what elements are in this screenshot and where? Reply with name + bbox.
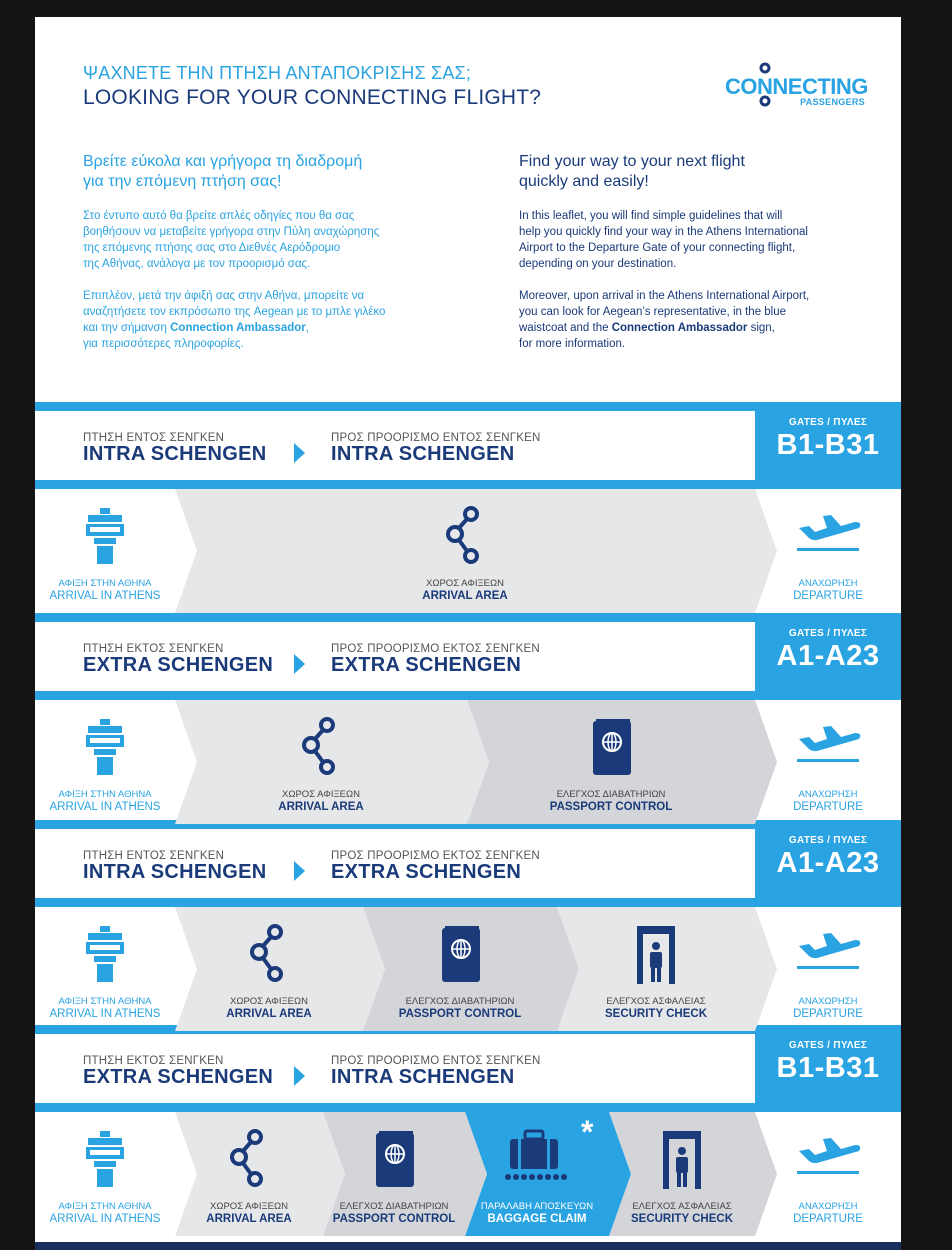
flow-step	[175, 1112, 323, 1236]
step-label-english: DEPARTURE	[793, 590, 863, 602]
step-label-greek: ΕΛΕΓΧΟΣ ΑΣΦΑΛΕΙΑΣ	[632, 1201, 732, 1212]
step-label-english: DEPARTURE	[793, 1213, 863, 1225]
step-label-english: ARRIVAL IN ATHENS	[49, 1008, 161, 1020]
footnote-asterisk: *	[581, 1114, 594, 1150]
step-label-english: ARRIVAL AREA	[422, 590, 508, 602]
control-tower-icon	[80, 924, 130, 984]
step-label-english: DEPARTURE	[793, 801, 863, 813]
step-label-english: PASSPORT CONTROL	[332, 1213, 456, 1225]
from-greek: ΠΤΗΣΗ ΕΚΤΟΣ ΣΕΝΓΚΕΝ	[83, 1055, 224, 1067]
route-flow	[35, 1112, 901, 1236]
from-english: EXTRA SCHENGEN	[83, 654, 274, 676]
step-label-english: PASSPORT CONTROL	[398, 1008, 522, 1020]
step-label-greek: ΕΛΕΓΧΟΣ ΑΣΦΑΛΕΙΑΣ	[606, 996, 706, 1007]
from-greek: ΠΤΗΣΗ ΕΚΤΟΣ ΣΕΝΓΚΕΝ	[83, 643, 224, 655]
flow-step	[35, 907, 175, 1031]
to-english: EXTRA SCHENGEN	[331, 861, 522, 883]
step-label-greek: ΑΦΙΞΗ ΣΤΗΝ ΑΘΗΝΑ	[58, 996, 152, 1007]
step-label-greek: ΑΝΑΧΩΡΗΣΗ	[798, 1201, 858, 1212]
flow-step	[175, 489, 755, 613]
step-label-english: SECURITY CHECK	[604, 1008, 708, 1020]
departure-plane-icon	[793, 924, 863, 976]
route-header-panel	[35, 829, 755, 898]
intro-english-heading: Find your way to your next flight quickly and easily!	[519, 153, 745, 190]
intro-greek-para1: Στο έντυπο αυτό θα βρείτε απλές οδηγίες που θα σας βοηθήσουν να μεταβείτε γρήγορα στην Πύλη αναχώρησης της επόμενης πτήσης σας στο Διεθνές Αερόδρομιο της Αθήνας, ανάλογα με τον προορισμό σας.	[83, 210, 380, 270]
flow-step	[363, 907, 557, 1031]
security-gate-icon	[634, 924, 678, 986]
route-header	[35, 402, 901, 489]
step-label-greek: ΑΝΑΧΩΡΗΣΗ	[798, 789, 858, 800]
step-label-greek: ΧΩΡΟΣ ΑΦΙΞΕΩΝ	[230, 996, 308, 1007]
gates-label: GATES / ΠΥΛΕΣ	[788, 1040, 868, 1051]
passport-icon	[589, 717, 633, 777]
from-english: INTRA SCHENGEN	[83, 443, 267, 465]
route-header	[35, 613, 901, 700]
baggage-claim-icon	[502, 1129, 572, 1185]
flow-step	[35, 489, 175, 613]
departure-plane-icon	[793, 717, 863, 769]
gates-code: B1-B31	[776, 429, 880, 461]
step-label-greek: ΑΝΑΧΩΡΗΣΗ	[798, 578, 858, 589]
logo-sub-text: PASSENGERS	[800, 97, 865, 107]
logo-main-text: CONNECTING	[725, 74, 868, 99]
from-greek: ΠΤΗΣΗ ΕΝΤΟΣ ΣΕΝΓΚΕΝ	[83, 850, 225, 862]
route-arrow-icon	[294, 1066, 305, 1086]
step-label-greek: ΑΝΑΧΩΡΗΣΗ	[798, 996, 858, 1007]
intro-greek	[83, 152, 385, 352]
to-greek: ΠΡΟΣ ΠΡΟΟΡΙΣΜΟ ΕΚΤΟΣ ΣΕΝΓΚΕΝ	[331, 850, 540, 862]
route-arrow-icon	[294, 654, 305, 674]
step-label-greek: ΧΩΡΟΣ ΑΦΙΞΕΩΝ	[282, 789, 360, 800]
departure-plane-icon	[793, 506, 863, 558]
passport-icon	[438, 924, 482, 984]
intro-english-para2: Moreover, upon arrival in the Athens International Airport, you can look for Aegean’s representative, in the blue waistcoat and the Connection Ambassador sign, for more information.	[519, 290, 810, 350]
step-label-greek: ΑΦΙΞΗ ΣΤΗΝ ΑΘΗΝΑ	[58, 1201, 152, 1212]
to-english: EXTRA SCHENGEN	[331, 654, 522, 676]
route-flow	[35, 489, 901, 613]
security-gate-icon	[660, 1129, 704, 1191]
route-flow	[35, 700, 901, 824]
arrival-area-icon	[229, 1129, 269, 1189]
to-english: INTRA SCHENGEN	[331, 1066, 515, 1088]
intro-english	[519, 152, 809, 352]
step-label-greek: ΕΛΕΓΧΟΣ ΔΙΑΒΑΤΗΡΙΩΝ	[405, 996, 515, 1007]
route-header	[35, 820, 901, 907]
step-label-english: ARRIVAL IN ATHENS	[49, 1213, 161, 1225]
from-english: INTRA SCHENGEN	[83, 861, 267, 883]
route-flow	[35, 907, 901, 1031]
flow-step	[467, 700, 755, 824]
step-label-greek: ΑΦΙΞΗ ΣΤΗΝ ΑΘΗΝΑ	[58, 789, 152, 800]
step-label-greek: ΕΛΕΓΧΟΣ ΔΙΑΒΑΤΗΡΙΩΝ	[556, 789, 666, 800]
departure-plane-icon	[793, 1129, 863, 1181]
passport-icon	[372, 1129, 416, 1189]
step-label-english: SECURITY CHECK	[630, 1213, 734, 1225]
from-english: EXTRA SCHENGEN	[83, 1066, 274, 1088]
control-tower-icon	[80, 717, 130, 777]
control-tower-icon	[80, 506, 130, 566]
flow-step	[175, 907, 363, 1031]
step-label-greek: ΑΦΙΞΗ ΣΤΗΝ ΑΘΗΝΑ	[58, 578, 152, 589]
flow-step	[35, 1112, 175, 1236]
step-label-greek: ΧΩΡΟΣ ΑΦΙΞΕΩΝ	[426, 578, 504, 589]
route-header-panel	[35, 622, 755, 691]
step-label-english: ARRIVAL IN ATHENS	[49, 801, 161, 813]
flow-step	[557, 907, 755, 1031]
arrival-area-icon	[249, 924, 289, 984]
to-greek: ΠΡΟΣ ΠΡΟΟΡΙΣΜΟ ΕΚΤΟΣ ΣΕΝΓΚΕΝ	[331, 643, 540, 655]
step-label-greek: ΕΛΕΓΧΟΣ ΔΙΑΒΑΤΗΡΙΩΝ	[339, 1201, 449, 1212]
arrival-area-icon	[301, 717, 341, 777]
intro-greek-heading: Βρείτε εύκολα και γρήγορα τη διαδρομή για την επόμενη πτήση σας!	[83, 153, 363, 190]
gates-code: A1-A23	[776, 640, 880, 672]
gates-label: GATES / ΠΥΛΕΣ	[788, 417, 868, 428]
gates-label: GATES / ΠΥΛΕΣ	[788, 835, 868, 846]
title-english: LOOKING FOR YOUR CONNECTING FLIGHT?	[83, 86, 542, 109]
route-header	[35, 1025, 901, 1112]
route-arrow-icon	[294, 861, 305, 881]
leaflet-page	[35, 17, 901, 1250]
step-label-english: ARRIVAL IN ATHENS	[49, 590, 161, 602]
step-label-greek: ΧΩΡΟΣ ΑΦΙΞΕΩΝ	[210, 1201, 288, 1212]
flow-step	[175, 700, 467, 824]
to-english: INTRA SCHENGEN	[331, 443, 515, 465]
control-tower-icon	[80, 1129, 130, 1189]
route-header-panel	[35, 1034, 755, 1103]
connecting-passengers-logo	[725, 62, 868, 114]
step-label-english: PASSPORT CONTROL	[549, 801, 673, 813]
title-greek: ΨΑΧΝΕΤΕ ΤΗΝ ΠΤΗΣΗ ΑΝΤΑΠΟΚΡΙΣΗΣ ΣΑΣ;	[83, 63, 472, 83]
route-arrow-icon	[294, 443, 305, 463]
intro-greek-para2: Επιπλέον, μετά την άφιξή σας στην Αθήνα, μπορείτε να αναζητήσετε τον εκπρόσωπο της Aegean με το μπλε γιλέκο και την σήμανση Connection Ambassador, για περισσότερες πληροφορίες.	[83, 290, 386, 350]
step-label-greek: ΠΑΡΑΛΑΒΗ ΑΠΟΣΚΕΥΩΝ	[480, 1201, 594, 1212]
gates-label: GATES / ΠΥΛΕΣ	[788, 628, 868, 639]
step-label-english: ARRIVAL AREA	[206, 1213, 292, 1225]
step-label-english: ARRIVAL AREA	[278, 801, 364, 813]
step-label-english: DEPARTURE	[793, 1008, 863, 1020]
gates-code: A1-A23	[776, 847, 880, 879]
bottom-bar	[35, 1242, 901, 1250]
gates-code: B1-B31	[776, 1052, 880, 1084]
step-label-english: BAGGAGE CLAIM	[487, 1213, 587, 1225]
to-greek: ΠΡΟΣ ΠΡΟΟΡΙΣΜΟ ΕΝΤΟΣ ΣΕΝΓΚΕΝ	[331, 1055, 541, 1067]
to-greek: ΠΡΟΣ ΠΡΟΟΡΙΣΜΟ ΕΝΤΟΣ ΣΕΝΓΚΕΝ	[331, 432, 541, 444]
from-greek: ΠΤΗΣΗ ΕΝΤΟΣ ΣΕΝΓΚΕΝ	[83, 432, 225, 444]
intro-english-para1: In this leaflet, you will find simple guidelines that will help you quickly find your way in the Athens International Airport to the Departure Gate of your connecting flight, depending on your destination.	[519, 210, 808, 270]
arrival-area-icon	[445, 506, 485, 566]
flow-step	[35, 700, 175, 824]
step-label-english: ARRIVAL AREA	[226, 1008, 312, 1020]
route-header-panel	[35, 411, 755, 480]
